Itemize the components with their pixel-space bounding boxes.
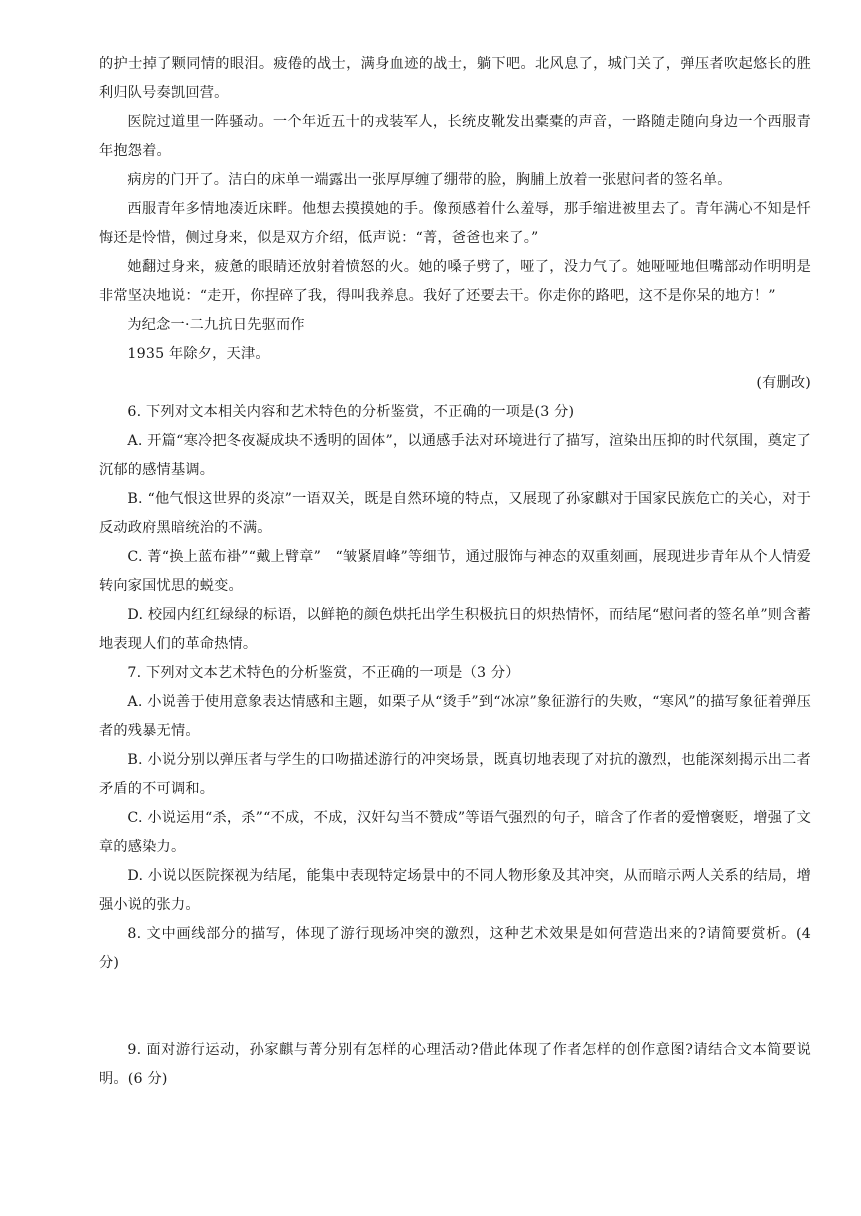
question-7-option-a: A. 小说善于使用意象表达情感和主题，如栗子从“烫手”到“冰凉”象征游行的失败，“寒风”的描写象征着弹压者的残暴无情。: [99, 694, 811, 739]
question-6-option-c: C. 菁“换上蓝布褂”“戴上臂章” “皱紧眉峰”等细节，通过服饰与神态的双重刻画，展现进步青年从个人情爱转向家国忧思的蜕变。: [99, 549, 811, 594]
answer-space: [99, 978, 811, 1036]
question-6-option-d: D. 校园内红红绿绿的标语，以鲜艳的颜色烘托出学生积极抗日的炽热情怀，而结尾“慰问者的签名单”则含蓄地表现人们的革命热情。: [99, 607, 811, 652]
question-6-option-b: B. “他气恨这世界的炎凉”一语双关，既是自然环境的特点，又展现了孙家麒对于国家民族危亡的关心，对于反动政府黑暗统治的不满。: [99, 491, 811, 536]
story-paragraph: 病房的门开了。洁白的床单一端露出一张厚厚缠了绷带的脸，胸脯上放着一张慰问者的签名单。: [127, 172, 732, 188]
question-7-stem: 7. 下列对文本艺术特色的分析鉴赏，不正确的一项是（3 分）: [127, 665, 520, 681]
question-6-option-a: A. 开篇“寒冷把冬夜凝成块不透明的固体”，以通感手法对环境进行了描写，渲染出压抑的时代氛围，奠定了沉郁的感情基调。: [99, 433, 811, 478]
question-7-option-c: C. 小说运用“杀，杀”“不成，不成，汉奸勾当不赞成”等语气强烈的句子，暗含了作者的爱憎褒贬，增强了文章的感染力。: [99, 810, 811, 855]
question-8-stem: 8. 文中画线部分的描写，体现了游行现场冲突的激烈，这种艺术效果是如何营造出来的?请简要赏析。(4 分): [99, 926, 811, 971]
question-7-option-d: D. 小说以医院探视为结尾，能集中表现特定场景中的不同人物形象及其冲突，从而暗示两人关系的结局，增强小说的张力。: [99, 868, 811, 913]
story-paragraph: 的护士掉了颗同情的眼泪。疲倦的战士，满身血迹的战士，躺下吧。北风息了，城门关了，弹压者吹起悠长的胜利归队号奏凯回营。: [99, 56, 811, 101]
document-body: [99, 50, 811, 1094]
question-7-option-b: B. 小说分别以弹压者与学生的口吻描述游行的冲突场景，既真切地表现了对抗的激烈，也能深刻揭示出二者矛盾的不可调和。: [99, 752, 811, 797]
story-paragraph: 西服青年多情地凑近床畔。他想去摸摸她的手。像预感着什么羞辱，那手缩进被里去了。青年满心不知是忏悔还是怜惜，侧过身来，似是双方介绍，低声说：“菁，爸爸也来了。”: [99, 201, 811, 246]
story-dedication: 为纪念一·二九抗日先驱而作: [127, 317, 305, 333]
question-6-stem: 6. 下列对文本相关内容和艺术特色的分析鉴赏，不正确的一项是(3 分): [127, 404, 575, 420]
story-paragraph: 她翻过身来，疲惫的眼睛还放射着愤怒的火。她的嗓子劈了，哑了，没力气了。她哑哑地但嘴部动作明明是非常坚决地说：“走开，你捏碎了我，得叫我养息。我好了还要去干。你走你的路吧，这不是你呆的地方！”: [99, 259, 811, 304]
story-paragraph: 医院过道里一阵骚动。一个年近五十的戎装军人，长统皮靴发出橐橐的声音，一路随走随向身边一个西服青年抱怨着。: [99, 114, 811, 159]
story-date: 1935 年除夕，天津。: [127, 346, 270, 362]
source-note: (有删改): [756, 375, 811, 391]
question-9-stem: 9. 面对游行运动，孙家麒与菁分别有怎样的心理活动?借此体现了作者怎样的创作意图?请结合文本简要说明。(6 分): [99, 1042, 811, 1087]
